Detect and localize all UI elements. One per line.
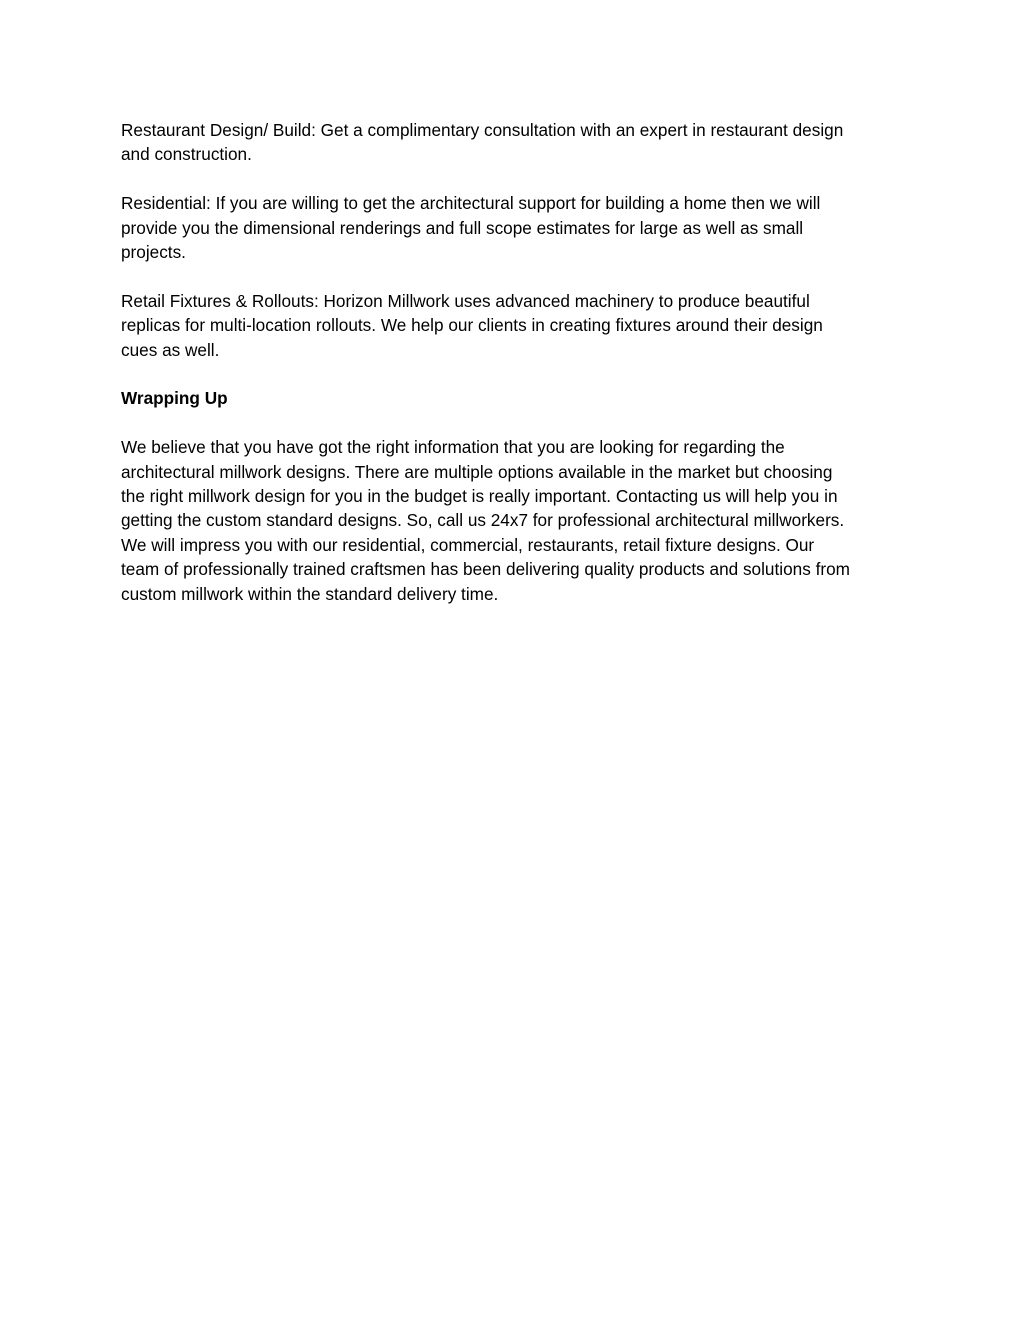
paragraph-closing: We believe that you have got the right information that you are looking for regarding the architectural millwork designs. There are multiple options available in the market but choosing the right millwork design for you in the budget is really important. Contacting us will help you in getting the custom standard designs. So, call us 24x7 for professional architectural millworkers. We will impress you with our residential, commercial, restaurants, retail fixture designs. Our team of professionally trained craftsmen has been delivering quality products and solutions from custom millwork within the standard delivery time.	[121, 437, 850, 604]
paragraph-restaurant-design: Restaurant Design/ Build: Get a complimentary consultation with an expert in restaurant design and construction.	[121, 120, 844, 165]
paragraph-retail-fixtures: Retail Fixtures & Rollouts: Horizon Millwork uses advanced machinery to produce beautiful replicas for multi-location rollouts. We help our clients in creating fixtures around their design cues as well.	[121, 290, 823, 360]
section-heading: Wrapping Up	[121, 388, 228, 409]
paragraph-residential: Residential: If you are willing to get the architectural support for building a home then we will provide you the dimensional renderings and full scope estimates for large as well as small projects.	[121, 193, 821, 263]
document-page	[121, 118, 911, 630]
